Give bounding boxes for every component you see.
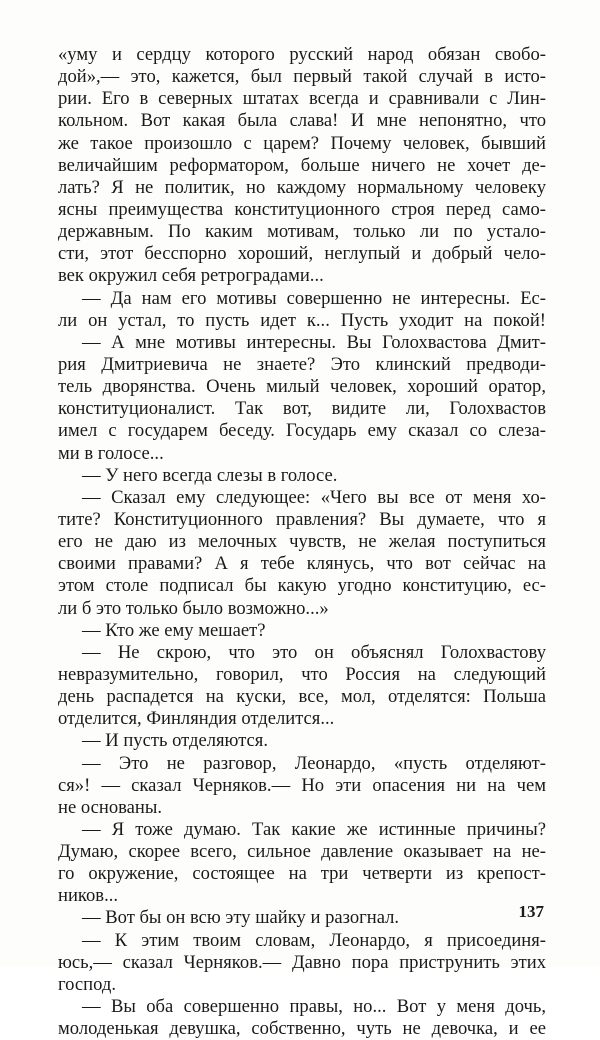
text-line: — Вот бы он всю эту шайку и разогнал. <box>82 907 400 929</box>
text-line: ся»! — сказал Черняков.— Но эти опасения ни на чем <box>58 774 546 796</box>
text-line: дой»,— это, кажется, был первый такой случай в исто- <box>58 66 546 88</box>
text-line: этом столе подписал бы какую угодно конституцию, ес- <box>58 575 546 597</box>
text-line: молоденькая девушка, собственно, чуть не девочка, и ее <box>58 1018 546 1040</box>
text-line: век окружил себя ретроградами... <box>58 265 324 287</box>
text-line: — А мне мотивы интересны. Вы Голохвастова Дмит- <box>82 331 546 353</box>
text-line: ясны преимущества конституционного строя перед само- <box>58 198 546 220</box>
text-line: день распадется на куски, все, мол, отделятся: Польша <box>58 686 546 708</box>
text-line: рии. Его в северных штатах всегда и сравнивали с Лин- <box>58 88 546 110</box>
text-line: державным. По каким мотивам, только ли по устало- <box>58 221 546 243</box>
text-line: — Я тоже думаю. Так какие же истинные причины? <box>82 818 546 840</box>
text-line: величайшим реформатором, больше ничего не хочет де- <box>58 154 546 176</box>
text-line: — Не скрою, что это он объяснял Голохвастову <box>82 641 546 663</box>
text-line: сти, этот бесспорно хороший, неглупый и добрый чело- <box>58 243 546 265</box>
text-line: ников... <box>58 885 119 907</box>
text-line: — Да нам его мотивы совершенно не интересны. Ес- <box>82 287 546 309</box>
text-line: ми в голосе... <box>58 442 164 464</box>
text-line: юсь,— сказал Черняков.— Давно пора приструнить этих <box>58 951 546 973</box>
text-line: не основаны. <box>58 796 162 818</box>
text-line: кольном. Вот какая была слава! И мне непонятно, что <box>58 110 546 132</box>
text-line: господ. <box>58 973 116 995</box>
text-line: ли он устал, то пусть идет к... Пусть уходит на покой! <box>58 309 546 331</box>
text-line: тель дворянства. Очень милый человек, хороший оратор, <box>58 376 546 398</box>
text-line: имел с государем беседу. Государь ему сказал со слеза- <box>58 420 546 442</box>
text-line: своими правами? А я тебе клянусь, что вот сейчас на <box>58 553 546 575</box>
text-line: ли б это только было возможно...» <box>58 597 329 619</box>
text-line: Думаю, скорее всего, сильное давление оказывает на не- <box>58 841 546 863</box>
text-line: го окружение, состоящее на три четверти из крепост- <box>58 863 546 885</box>
text-line: отделится, Финляндия отделится... <box>58 708 335 730</box>
page-number: 137 <box>518 902 544 921</box>
text-line: — Вы оба совершенно правы, но... Вот у меня дочь, <box>82 996 546 1018</box>
text-line: — Сказал ему следующее: «Чего вы все от меня хо- <box>82 486 546 508</box>
text-line: — У него всегда слезы в голосе. <box>82 464 338 486</box>
text-line: — К этим твоим словам, Леонардо, я присоединя- <box>82 929 546 951</box>
text-line: невразумительно, говорил, что Россия на следующий <box>58 663 546 685</box>
text-line: — Кто же ему мешает? <box>82 619 266 641</box>
text-line: — И пусть отделяются. <box>82 730 269 752</box>
text-line: лать? Я не политик, но каждому нормальному человеку <box>58 176 546 198</box>
text-line: рия Дмитриевича не знаете? Это клинский предводи- <box>58 353 546 375</box>
text-line: тите? Конституционного правления? Вы думаете, что я <box>58 508 546 530</box>
text-line: — Это не разговор, Леонардо, «пусть отделяют- <box>82 752 546 774</box>
text-line: конституционалист. Так вот, видите ли, Голохвастов <box>58 398 546 420</box>
text-line: его не даю из мелочных чувств, не желая поступиться <box>58 531 546 553</box>
body-text <box>58 44 546 1040</box>
text-line: «уму и сердцу которого русский народ обязан свобо- <box>58 44 546 65</box>
text-line: же такое произошло с царем? Почему человек, бывший <box>58 132 546 154</box>
